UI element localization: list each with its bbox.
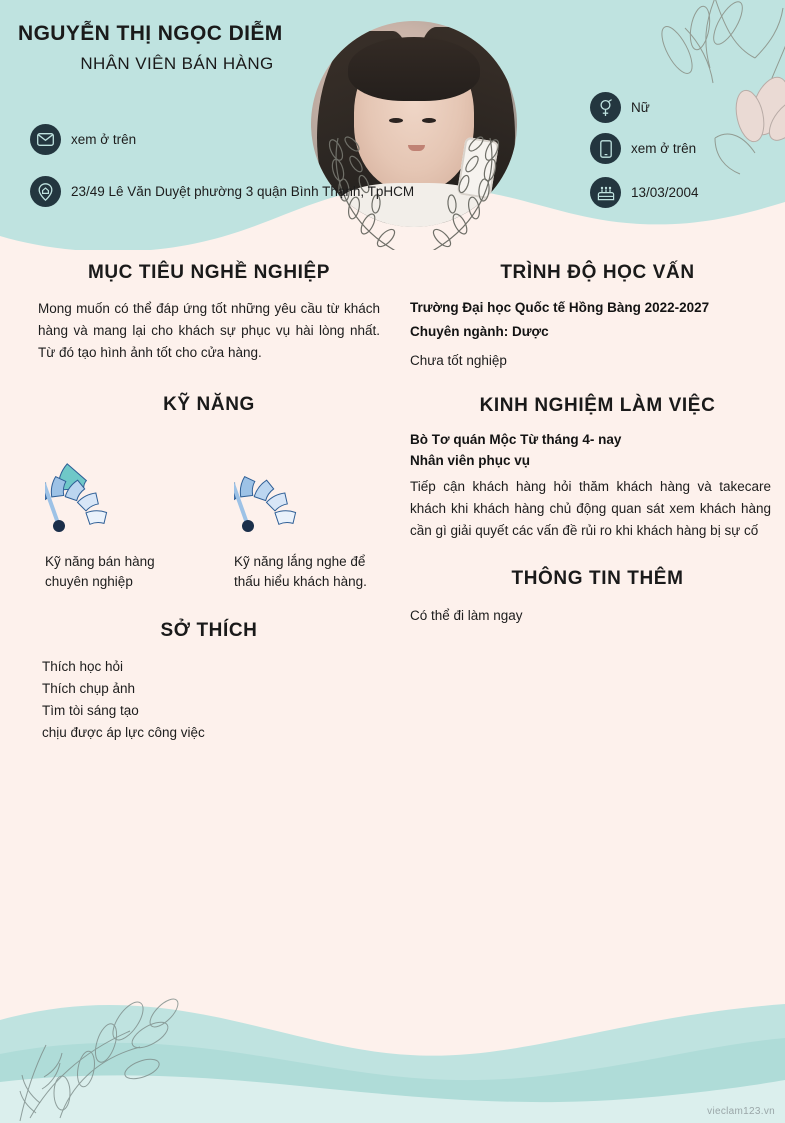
avatar [308,18,520,250]
watermark: vieclam123.vn [707,1106,775,1117]
skill-item [37,430,192,593]
contact-dob-value: 13/03/2004 [631,185,699,200]
contact-email [30,124,136,155]
skill-caption: Kỹ năng bán hàng chuyên nghiệp [45,553,155,589]
objective-title: MỤC TIÊU NGHỀ NGHIỆP [87,262,331,283]
education-school: Trường Đại học Quốc tế Hồng Bàng 2022-2027 [410,300,710,315]
footer-banner [0,958,785,1123]
list-item: chịu được áp lực công việc [42,724,205,740]
experience-title: KINH NGHIỆM LÀM VIỆC [479,394,716,416]
page-title: NGUYỄN THỊ NGỌC DIỄM [18,22,283,45]
skill-item [226,430,381,593]
skill-gauges [0,430,418,593]
contact-gender [590,92,650,123]
hobbies-title: SỞ THÍCH [160,620,258,642]
floral-decoration-bottom-left [0,1033,90,1123]
gender-icon [590,92,621,123]
skill-gauge-2 [234,430,374,540]
objective-text: Mong muốn có thể đáp ứng tốt những yêu cầu từ khách hàng và mang lại cho khách sự phục vụ hài lòng nhất. Từ đó tạo hình ảnh tốt cho cửa hàng. [38,301,380,360]
list-item: Tìm tòi sáng tạo [42,702,139,718]
section-skills [0,394,418,593]
education-title: TRÌNH ĐỘ HỌC VẤN [500,262,695,283]
experience-company: Bò Tơ quán Mộc Từ tháng 4- nay [410,431,622,447]
left-column [0,262,418,744]
mail-icon [30,124,61,155]
contact-address [30,176,414,207]
additional-text: Có thể đi làm ngay [410,607,523,623]
contact-address-value: 23/49 Lê Văn Duyệt phường 3 quận Bình Thạnh, TpHCM [71,184,415,199]
contact-dob [590,177,699,208]
skill-gauge-1 [45,430,185,540]
section-experience [410,395,785,542]
section-objective [0,262,418,364]
contact-phone-value: xem ở trên [631,141,697,156]
experience-position: Nhân viên phục vụ [410,453,531,469]
skill-caption: Kỹ năng lắng nghe để thấu hiểu khách hàng. [234,553,367,589]
section-education [410,262,785,373]
education-major: Chuyên ngành: Dược [410,323,549,339]
skills-title: KỸ NĂNG [163,393,255,415]
additional-title: THÔNG TIN THÊM [511,567,684,589]
header-banner [0,0,785,250]
phone-icon [590,133,621,164]
list-item: Thích học hỏi [42,659,124,675]
hobbies-list [40,656,418,743]
right-column [410,262,785,627]
contact-email-value: xem ở trên [71,132,137,147]
contact-phone [590,133,696,164]
contact-gender-value: Nữ [631,100,650,115]
education-status: Chưa tốt nghiệp [410,353,507,369]
location-pin-icon [30,176,61,207]
job-title: NHÂN VIÊN BÁN HÀNG [80,54,274,74]
list-item: Thích chụp ảnh [42,680,136,696]
section-additional [410,568,785,628]
experience-description: Tiếp cận khách hàng hỏi thăm khách hàng và takecare khách khi khách hàng chủ động quan sát xem khách hàng cần gì giải quyết các vấn đề rủi ro khi khách hàng bị sự cố [410,479,771,538]
birthday-cake-icon [590,177,621,208]
section-hobbies [0,620,418,743]
name-block [18,22,318,74]
